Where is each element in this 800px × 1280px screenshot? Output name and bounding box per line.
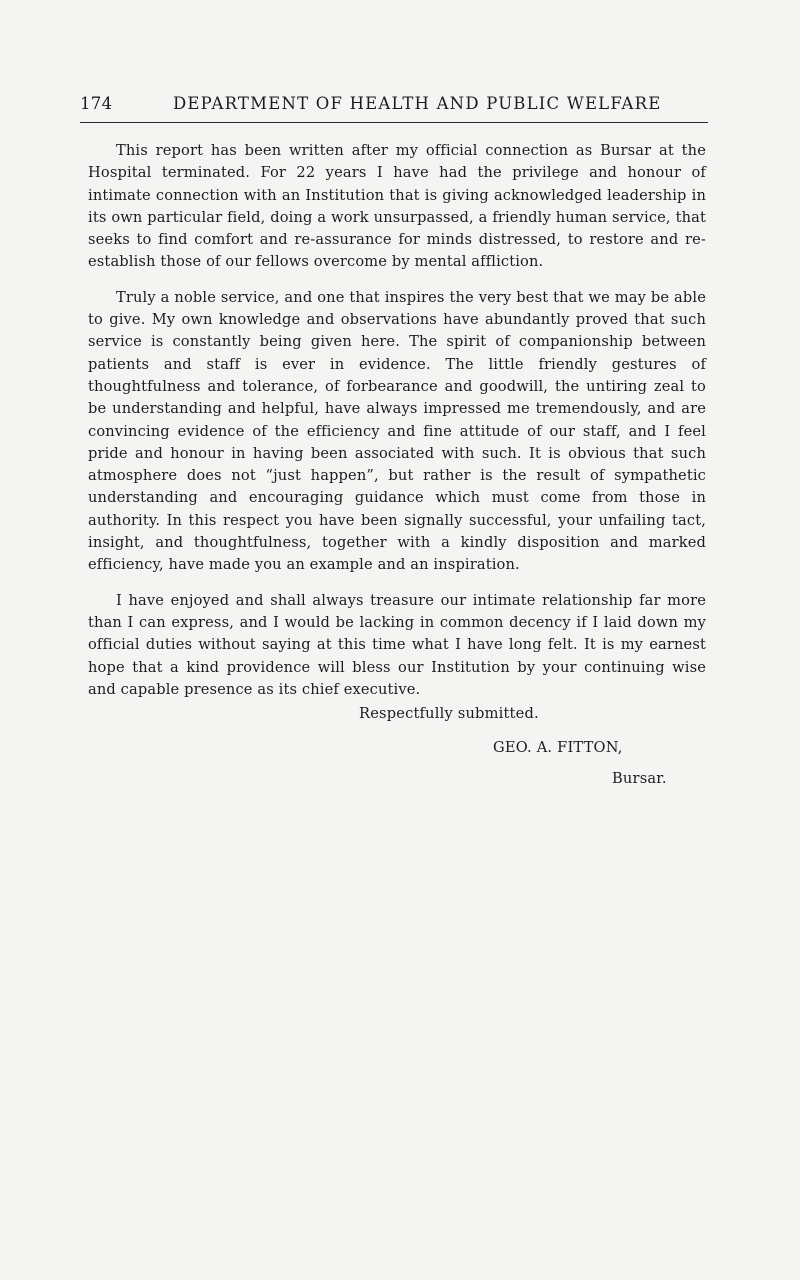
signatory-title: Bursar. (612, 770, 667, 787)
page-header (80, 94, 708, 123)
sign-off: Respectfully submitted. (359, 705, 539, 722)
running-title: DEPARTMENT OF HEALTH AND PUBLIC WELFARE (173, 94, 662, 113)
paragraph: I have enjoyed and shall always treasure our intimate relationship far more than I can express, and I would be lacking in common decency if I laid down my official duties without saying at this time what I have long felt. It is my earnest hope that a kind providence will bless our Institution by your continuing wise and capable presence as its chief executive. (88, 591, 706, 698)
paragraph: Truly a noble service, and one that inspires the very best that we may be able to give. My own knowledge and observations have abundantly proved that such service is constantly being given here. The spirit of companionship between patients and staff is ever in evidence. The little friendly gestures of thoughtfulness and tolerance, of forbearance and goodwill, the untiring zeal to be understanding and helpful, have always impressed me tremendously, and are convincing evidence of the efficiency and fine attitude of our staff, and I feel pride and honour in having been associated with such. It is obvious that such atmosphere does not “just happen”, but rather is the result of sympathetic understanding and encouraging guidance which must come from those in authority. In this respect you have been signally successful, your unfailing tact, insight, and thoughtfulness, together with a kindly disposition and marked efficiency, have made you an example and an inspiration. (88, 288, 706, 574)
paragraph: This report has been written after my official connection as Bursar at the Hospital terminated. For 22 years I have had the privilege and honour of intimate connection with an Institution that is giving acknowledged leadership in its own particular field, doing a work unsurpassed, a friendly human service, that seeks to find comfort and re-assurance for minds distressed, to restore and re-establish those of our fellows overcome by mental affliction. (88, 142, 706, 271)
signatory-name: GEO. A. FITTON, (493, 739, 623, 756)
page-number: 174 (80, 94, 113, 113)
report-body (88, 140, 706, 714)
